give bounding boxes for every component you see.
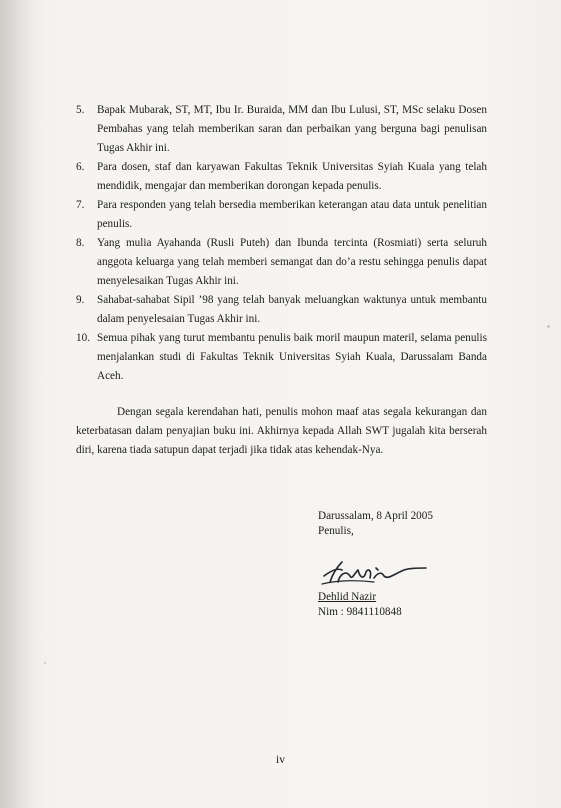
list-item	[76, 234, 487, 291]
page-number: iv	[276, 754, 285, 766]
handwritten-signature-icon	[318, 556, 430, 590]
scan-speck	[44, 662, 46, 664]
list-item	[76, 291, 487, 329]
list-item	[76, 196, 487, 234]
list-item	[76, 101, 487, 158]
list-text: Para responden yang telah bersedia memberikan keterangan atau data untuk penelitian penulis.	[97, 199, 487, 230]
signer-nim: Nim : 9841110848	[318, 606, 402, 618]
list-text: Yang mulia Ayahanda (Rusli Puteh) dan Ibunda tercinta (Rosmiati) serta seluruh anggota keluarga yang telah memberi semangat dan do’a restu sehingga penulis dapat menyelesaikan Tugas Akhir ini.	[97, 237, 487, 287]
list-text: Bapak Mubarak, ST, MT, Ibu Ir. Buraida, MM dan Ibu Lulusi, ST, MSc selaku Dosen Pembahas yang telah memberikan saran dan perbaikan yang berguna bagi penulisan Tugas Akhir ini.	[97, 104, 487, 154]
list-number: 9.	[76, 294, 85, 306]
signer-name: Dehlid Nazir	[318, 591, 377, 603]
list-item	[76, 329, 487, 386]
scan-speck	[547, 325, 550, 328]
closing-paragraph: Dengan segala kerendahan hati, penulis mohon maaf atas segala kekurangan dan keterbatasan dalam penyajian buku ini. Akhirnya kepada Allah SWT jugalah kita berserah diri, karena tiada satupun dapat terjadi jika tidak atas kehendak-Nya.	[76, 406, 487, 456]
list-number: 8.	[76, 237, 85, 249]
list-text: Para dosen, staf dan karyawan Fakultas Teknik Universitas Syiah Kuala yang telah mendidik, mengajar dan memberikan dorongan kepada penulis.	[97, 161, 487, 192]
list-number: 5.	[76, 104, 85, 116]
signature-header	[318, 509, 433, 539]
signer-role: Penulis,	[318, 525, 354, 537]
list-item	[76, 158, 487, 196]
list-text: Semua pihak yang turut membantu penulis baik moril maupun materil, selama penulis menjalankan studi di Fakultas Teknik Universitas Syiah Kuala, Darussalam Banda Aceh.	[97, 332, 487, 382]
list-text: Sahabat-sahabat Sipil ’98 yang telah banyak meluangkan waktunya untuk membantu dalam penyelesaian Tugas Akhir ini.	[97, 294, 487, 325]
list-number: 10.	[76, 332, 90, 344]
list-number: 7.	[76, 199, 85, 211]
scan-edge-shadow	[0, 0, 38, 808]
acknowledgement-list	[76, 101, 487, 386]
signer-block	[318, 590, 402, 620]
place-date: Darussalam, 8 April 2005	[318, 510, 433, 522]
list-number: 6.	[76, 161, 85, 173]
